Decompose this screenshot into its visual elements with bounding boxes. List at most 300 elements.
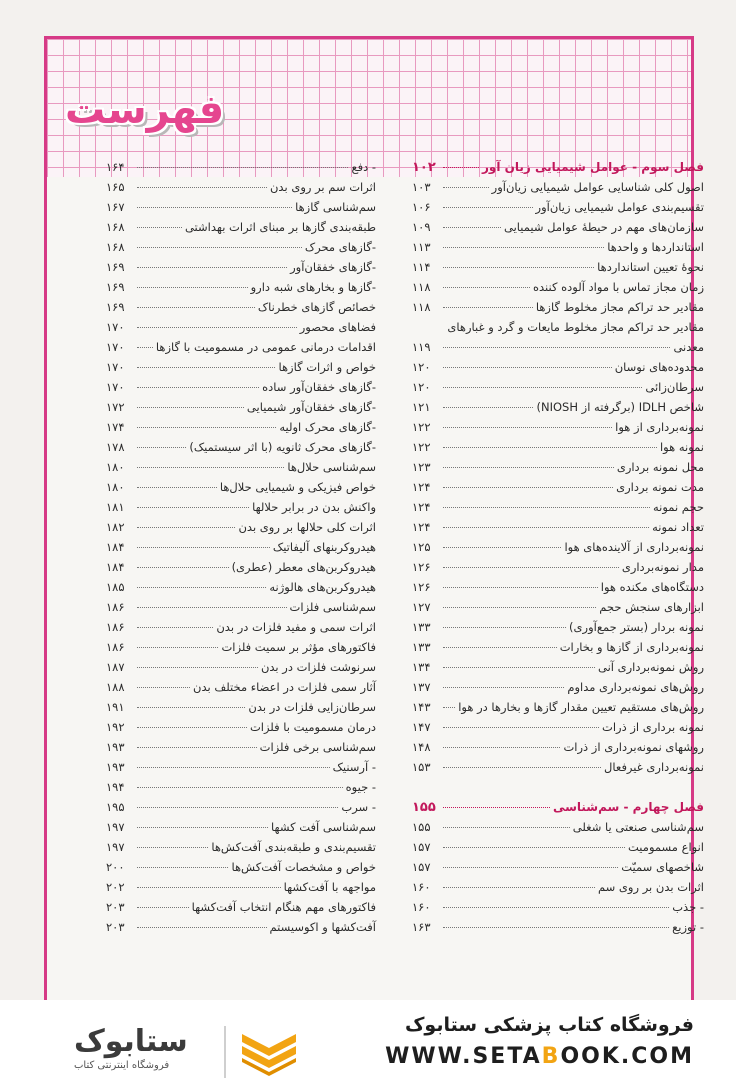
toc-entry[interactable] xyxy=(412,640,704,660)
dot-leader xyxy=(443,367,612,368)
dot-leader xyxy=(137,487,217,488)
toc-entry[interactable] xyxy=(412,440,704,460)
toc-page-number: ۱۷۰ xyxy=(106,320,125,334)
dot-leader xyxy=(443,387,642,388)
toc-page-number: ۱۳۳ xyxy=(412,620,431,634)
dot-leader xyxy=(443,167,479,168)
dot-leader xyxy=(443,627,566,628)
toc-page-number: ۱۰۶ xyxy=(412,200,431,214)
toc-page-number: ۱۲۳ xyxy=(412,460,431,474)
url-suffix: OOK.COM xyxy=(560,1044,694,1069)
toc-entry-title: فصل چهارم - سم‌شناسی xyxy=(552,800,704,814)
toc-entry-title: - جذب xyxy=(672,900,704,914)
toc-entry-title: سرنوشت فلزات در بدن xyxy=(260,660,376,674)
toc-entry[interactable] xyxy=(106,700,376,720)
toc-page-number: ۱۳۳ xyxy=(412,640,431,654)
toc-entry-title: نمونه‌برداری غیرفعال xyxy=(604,760,704,774)
toc-entry[interactable] xyxy=(412,820,704,840)
dot-leader xyxy=(137,727,247,728)
dot-leader xyxy=(137,347,153,348)
dot-leader xyxy=(443,727,599,728)
dot-leader xyxy=(137,687,190,688)
toc-page-number: ۱۶۰ xyxy=(412,880,431,894)
toc-entry[interactable] xyxy=(106,380,376,400)
toc-entry[interactable] xyxy=(106,280,376,300)
dot-leader xyxy=(137,267,287,268)
dot-leader xyxy=(137,647,218,648)
toc-page-number: ۱۹۲ xyxy=(106,720,125,734)
toc-entry-title: -گازهای خفقان‌آور ساده xyxy=(262,380,376,394)
dot-leader xyxy=(443,407,533,408)
toc-entry[interactable] xyxy=(106,840,376,860)
dot-leader xyxy=(443,467,614,468)
toc-entry[interactable] xyxy=(106,560,376,580)
toc-entry[interactable] xyxy=(412,320,704,340)
dot-leader xyxy=(137,847,208,848)
dot-leader xyxy=(443,707,455,708)
toc-page-number: ۱۶۷ xyxy=(106,200,125,214)
store-url[interactable] xyxy=(385,1044,694,1069)
logo-text: ستابوک xyxy=(74,1024,188,1059)
toc-entry[interactable] xyxy=(106,420,376,440)
toc-column-left xyxy=(106,160,376,940)
toc-page-number: ۱۶۹ xyxy=(106,280,125,294)
toc-page-number: ۱۴۷ xyxy=(412,720,431,734)
dot-leader xyxy=(443,647,557,648)
toc-entry-title: آفت‌کشها و اکوسیستم xyxy=(269,920,376,934)
toc-page-number: ۱۸۰ xyxy=(106,460,125,474)
toc-page-number: ۲۰۳ xyxy=(106,900,125,914)
toc-entry-title: نمونه برداری از ذرات xyxy=(602,720,704,734)
page-title: فهرست xyxy=(65,87,225,133)
toc-page-number: ۱۲۴ xyxy=(412,520,431,534)
toc-entry[interactable] xyxy=(106,320,376,340)
dot-leader xyxy=(137,887,281,888)
dot-leader xyxy=(443,927,669,928)
toc-entry-title: سرطان‌زائی xyxy=(645,380,704,394)
toc-page-number: ۱۹۷ xyxy=(106,820,125,834)
toc-entry-title: خصائص گازهای خطرناک xyxy=(257,300,376,314)
toc-entry[interactable] xyxy=(412,900,704,920)
toc-page-number: ۱۵۳ xyxy=(412,760,431,774)
dot-leader xyxy=(443,227,501,228)
dot-leader xyxy=(137,547,270,548)
dot-leader xyxy=(443,267,594,268)
toc-page-number: ۱۷۸ xyxy=(106,440,125,454)
toc-entry[interactable] xyxy=(412,280,704,300)
toc-entry[interactable] xyxy=(412,560,704,580)
toc-entry-title: هیدروکربنهای آلیفاتیک xyxy=(272,540,376,554)
toc-entry[interactable] xyxy=(412,400,704,420)
toc-entry[interactable] xyxy=(412,460,704,480)
toc-entry[interactable] xyxy=(106,640,376,660)
dot-leader xyxy=(137,807,338,808)
store-logo[interactable] xyxy=(34,1014,284,1071)
toc-entry-title: شاخص IDLH (برگرفته از NIOSH) xyxy=(536,400,704,414)
toc-entry[interactable] xyxy=(106,240,376,260)
toc-entry-title: روش‌های نمونه‌برداری مداوم xyxy=(567,680,704,694)
toc-page-number: ۲۰۳ xyxy=(106,920,125,934)
toc-page-number: ۱۲۰ xyxy=(412,360,431,374)
toc-entry-title: سم‌شناسی فلزات xyxy=(289,600,376,614)
dot-leader xyxy=(137,447,186,448)
toc-entry[interactable] xyxy=(412,300,704,320)
dot-leader xyxy=(137,247,302,248)
toc-entry-title: نحوهٔ تعیین استانداردها xyxy=(597,260,704,274)
toc-entry-title: نمونه‌برداری از گازها و بخارات xyxy=(559,640,704,654)
toc-entry-title: اقدامات درمانی عمومی در مسمومیت با گازها xyxy=(155,340,376,354)
toc-entry-title: - دفع xyxy=(351,160,376,174)
dot-leader xyxy=(137,627,213,628)
url-highlight: B xyxy=(541,1044,561,1069)
toc-entry[interactable] xyxy=(106,680,376,700)
dot-leader xyxy=(137,827,268,828)
toc-page-number: ۱۲۲ xyxy=(412,420,431,434)
toc-entry[interactable] xyxy=(106,800,376,820)
toc-entry[interactable] xyxy=(412,520,704,540)
toc-entry[interactable] xyxy=(106,540,376,560)
dot-leader xyxy=(443,187,489,188)
store-name: فروشگاه کتاب پزشکی ستابوک xyxy=(404,1014,694,1036)
toc-entry-title: اثرات بدن بر روی سم xyxy=(597,880,704,894)
dot-leader xyxy=(443,667,595,668)
toc-entry[interactable] xyxy=(106,180,376,200)
toc-entry[interactable] xyxy=(412,220,704,240)
toc-entry-title: -گازها و بخارهای شبه دارو xyxy=(250,280,376,294)
toc-entry[interactable] xyxy=(412,760,704,780)
toc-page-number: ۱۴۸ xyxy=(412,740,431,754)
dot-leader xyxy=(443,607,596,608)
dot-leader xyxy=(443,807,550,808)
toc-entry-title: سم‌شناسی حلال‌ها xyxy=(287,460,376,474)
toc-page-number: ۱۵۷ xyxy=(412,860,431,874)
toc-entry-title: آثار سمی فلزات در اعضاء مختلف بدن xyxy=(193,680,376,694)
dot-leader xyxy=(443,547,561,548)
toc-page-number: ۱۳۴ xyxy=(412,660,431,674)
toc-entry[interactable] xyxy=(412,420,704,440)
dot-leader xyxy=(137,607,287,608)
toc-page-number: ۱۸۶ xyxy=(106,640,125,654)
dot-leader xyxy=(137,467,284,468)
toc-page-number: ۱۳۷ xyxy=(412,680,431,694)
toc-page-number: ۱۷۴ xyxy=(106,420,125,434)
toc-entry[interactable] xyxy=(412,340,704,360)
toc-page-number: ۱۸۱ xyxy=(106,500,125,514)
toc-entry-title: سم‌شناسی گازها xyxy=(295,200,376,214)
toc-entry-title: - سرب xyxy=(341,800,376,814)
toc-entry[interactable] xyxy=(106,520,376,540)
toc-entry-title: خواص فیزیکی و شیمیایی حلال‌ها xyxy=(219,480,376,494)
toc-entry-title: سرطان‌زایی فلزات در بدن xyxy=(248,700,376,714)
toc-page-number: ۲۰۰ xyxy=(106,860,125,874)
dot-leader xyxy=(137,387,259,388)
dot-leader xyxy=(137,427,276,428)
toc-entry-title: محدوده‌های نوسان xyxy=(614,360,704,374)
toc-entry-title: اثرات سم بر روی بدن xyxy=(269,180,376,194)
dot-leader xyxy=(443,487,613,488)
toc-entry[interactable] xyxy=(106,580,376,600)
toc-page-number: ۱۹۳ xyxy=(106,740,125,754)
toc-entry-title: هیدروکربن‌های هالوژنه xyxy=(269,580,376,594)
toc-page-number: ۱۶۸ xyxy=(106,240,125,254)
toc-entry-title: فصل سوم - عوامل شیمیایی زیان آور xyxy=(482,160,704,174)
dot-leader xyxy=(443,347,670,348)
toc-entry-title: فاکتورهای مهم هنگام انتخاب آفت‌کشها xyxy=(191,900,376,914)
dot-leader xyxy=(443,567,619,568)
toc-entry[interactable] xyxy=(106,460,376,480)
toc-page-number: ۱۶۰ xyxy=(412,900,431,914)
dot-leader xyxy=(137,667,258,668)
toc-page-number: ۱۸۶ xyxy=(106,620,125,634)
dot-leader xyxy=(443,447,657,448)
toc-page-number: ۱۲۴ xyxy=(412,480,431,494)
toc-page-number: ۱۶۹ xyxy=(106,300,125,314)
toc-entry[interactable] xyxy=(412,380,704,400)
toc-entry[interactable] xyxy=(106,620,376,640)
toc-page-number: ۱۷۰ xyxy=(106,360,125,374)
chapter-heading[interactable] xyxy=(412,800,704,820)
toc-entry[interactable] xyxy=(106,740,376,760)
dot-leader xyxy=(443,747,560,748)
dot-leader xyxy=(137,907,189,908)
toc-entry[interactable] xyxy=(106,220,376,240)
toc-entry-title: مقادیر حد تراکم مجاز مخلوط مایعات و گرد و غبارهای xyxy=(447,320,704,334)
dot-leader xyxy=(137,287,248,288)
dot-leader xyxy=(137,707,245,708)
toc-entry-title: سازمان‌های مهم در حیطهٔ عوامل شیمیایی xyxy=(504,220,704,234)
toc-entry-title: - آرسنیک xyxy=(332,760,376,774)
dot-leader xyxy=(443,847,625,848)
dot-leader xyxy=(137,367,275,368)
toc-entry-title: نمونه هوا xyxy=(659,440,704,454)
toc-entry-title: محل نمونه برداری xyxy=(616,460,704,474)
toc-entry-title: فضاهای محصور xyxy=(299,320,376,334)
toc-page-number: ۱۲۰ xyxy=(412,380,431,394)
toc-entry[interactable] xyxy=(412,480,704,500)
toc-entry-title: زمان مجاز تماس با مواد آلوده کننده xyxy=(532,280,704,294)
toc-page-number: ۱۱۳ xyxy=(412,240,431,254)
toc-entry[interactable] xyxy=(106,920,376,940)
dot-leader xyxy=(137,787,343,788)
toc-page-number: ۱۲۵ xyxy=(412,540,431,554)
toc-entry[interactable] xyxy=(412,580,704,600)
chapter-heading[interactable] xyxy=(412,160,704,180)
toc-entry[interactable] xyxy=(106,480,376,500)
toc-entry-title: خواص و اثرات گازها xyxy=(278,360,376,374)
toc-page-number: ۱۹۷ xyxy=(106,840,125,854)
toc-entry-title: سم‌شناسی برخی فلزات xyxy=(259,740,376,754)
toc-entry-title: تقسیم‌بندی و طبقه‌بندی آفت‌کش‌ها xyxy=(211,840,376,854)
toc-entry[interactable] xyxy=(412,860,704,880)
toc-entry[interactable] xyxy=(106,660,376,680)
dot-leader xyxy=(137,407,244,408)
toc-entry-title: روش‌های مستقیم تعیین مقدار گازها و بخارها در هوا xyxy=(458,700,704,714)
toc-entry[interactable] xyxy=(412,540,704,560)
toc-page-number: ۱۷۰ xyxy=(106,340,125,354)
toc-page-number: ۱۷۰ xyxy=(106,380,125,394)
toc-page-number: ۱۲۲ xyxy=(412,440,431,454)
toc-entry-title: مدت نمونه برداری xyxy=(616,480,704,494)
toc-page-number: ۱۵۷ xyxy=(412,840,431,854)
toc-page-number: ۱۸۷ xyxy=(106,660,125,674)
book-stack-icon xyxy=(238,1028,300,1076)
toc-entry-title: سم‌شناسی صنعتی یا شغلی xyxy=(572,820,704,834)
toc-page-number: ۱۱۴ xyxy=(412,260,431,274)
toc-entry[interactable] xyxy=(106,780,376,800)
toc-entry-title: خواص و مشخصات آفت‌کش‌ها xyxy=(231,860,376,874)
toc-entry-title: -گازهای خفقان‌آور شیمیایی xyxy=(246,400,376,414)
dot-leader xyxy=(137,867,228,868)
toc-entry-title: مدار نمونه‌برداری xyxy=(621,560,704,574)
dot-leader xyxy=(137,227,182,228)
toc-page-number: ۱۸۰ xyxy=(106,480,125,494)
toc-entry-title: تقسیم‌بندی عوامل شیمیایی زیان‌آور xyxy=(535,200,704,214)
dot-leader xyxy=(443,827,570,828)
dot-leader xyxy=(137,747,257,748)
dot-leader xyxy=(137,307,255,308)
toc-entry[interactable] xyxy=(412,680,704,700)
toc-entry[interactable] xyxy=(412,720,704,740)
dot-leader xyxy=(137,527,235,528)
toc-entry[interactable] xyxy=(412,600,704,620)
toc-entry-title: - جیوه xyxy=(345,780,376,794)
toc-entry[interactable] xyxy=(412,500,704,520)
toc-entry[interactable] xyxy=(106,900,376,920)
toc-entry-title: اصول کلی شناسایی عوامل شیمیایی زیان‌آور xyxy=(491,180,704,194)
toc-entry[interactable] xyxy=(106,400,376,420)
toc-page-number: ۱۸۴ xyxy=(106,560,125,574)
dot-leader xyxy=(443,887,595,888)
toc-entry-title: شاخصهای سمیّت xyxy=(621,860,704,874)
toc-entry-title: نمونه‌برداری از هوا xyxy=(615,420,704,434)
toc-entry[interactable] xyxy=(106,500,376,520)
toc-entry[interactable] xyxy=(106,820,376,840)
toc-entry[interactable] xyxy=(106,160,376,180)
toc-entry[interactable] xyxy=(106,880,376,900)
toc-page-number: ۱۴۳ xyxy=(412,700,431,714)
toc-entry[interactable] xyxy=(106,760,376,780)
toc-page-number: ۱۲۱ xyxy=(412,400,431,414)
toc-entry[interactable] xyxy=(412,880,704,900)
dot-leader xyxy=(443,907,669,908)
dot-leader xyxy=(443,307,533,308)
toc-entry-title: فاکتورهای مؤثر بر سمیت فلزات xyxy=(221,640,376,654)
toc-page-number: ۱۶۸ xyxy=(106,220,125,234)
toc-page-number: ۱۰۲ xyxy=(412,160,436,175)
dot-leader xyxy=(137,167,348,168)
dot-leader xyxy=(443,767,601,768)
toc-page-number: ۱۲۴ xyxy=(412,500,431,514)
toc-entry[interactable] xyxy=(106,260,376,280)
toc-entry[interactable] xyxy=(412,700,704,720)
toc-entry-title: استانداردها و واحدها xyxy=(607,240,704,254)
toc-entry[interactable] xyxy=(412,360,704,380)
toc-entry[interactable] xyxy=(106,440,376,460)
logo-divider xyxy=(224,1026,226,1078)
toc-page-number: ۱۱۸ xyxy=(412,280,431,294)
toc-entry-title: -گازهای خفقان‌آور xyxy=(290,260,376,274)
toc-entry-title: اثرات کلی حلالها بر روی بدن xyxy=(238,520,376,534)
toc-page-number: ۲۰۲ xyxy=(106,880,125,894)
toc-entry[interactable] xyxy=(412,620,704,640)
toc-entry-title: روش نمونه‌برداری آنی xyxy=(597,660,704,674)
dot-leader xyxy=(137,207,292,208)
toc-entry-title: درمان مسمومیت با فلزات xyxy=(249,720,376,734)
dot-leader xyxy=(137,927,267,928)
toc-page-number: ۱۸۸ xyxy=(106,680,125,694)
toc-page-number: ۱۵۵ xyxy=(412,820,431,834)
dot-leader xyxy=(137,767,330,768)
toc-entry-title: واکنش بدن در برابر حلالها xyxy=(252,500,376,514)
toc-entry[interactable] xyxy=(106,340,376,360)
dot-leader xyxy=(137,567,229,568)
dot-leader xyxy=(137,507,249,508)
toc-page-number: ۱۸۴ xyxy=(106,540,125,554)
toc-entry-title: -گازهای محرک ثانویه (با اثر سیستمیک) xyxy=(189,440,376,454)
toc-page-number: ۱۰۳ xyxy=(412,180,431,194)
toc-page-number: ۱۸۶ xyxy=(106,600,125,614)
toc-entry-title: سم‌شناسی آفت کشها xyxy=(271,820,376,834)
toc-entry-title: طبقه‌بندی گازها بر مبنای اثرات بهداشتی xyxy=(184,220,376,234)
toc-entry-title: - توزیع xyxy=(672,920,704,934)
toc-entry[interactable] xyxy=(106,300,376,320)
toc-entry[interactable] xyxy=(412,240,704,260)
toc-entry[interactable] xyxy=(106,200,376,220)
toc-page-number: ۱۹۵ xyxy=(106,800,125,814)
toc-entry[interactable] xyxy=(412,260,704,280)
toc-entry-title: هیدروکربن‌های معطر (عطری) xyxy=(231,560,376,574)
toc-entry[interactable] xyxy=(412,660,704,680)
dot-leader xyxy=(443,507,650,508)
toc-entry[interactable] xyxy=(412,200,704,220)
toc-page-number: ۱۶۴ xyxy=(106,160,125,174)
toc-entry-title: معدنی xyxy=(673,340,704,354)
toc-page-number: ۱۹۱ xyxy=(106,700,125,714)
toc-entry-title: مقادیر حد تراکم مجاز مخلوط گازها xyxy=(535,300,704,314)
toc-page-number: ۱۱۹ xyxy=(412,340,431,354)
dot-leader xyxy=(443,247,604,248)
toc-entry[interactable] xyxy=(412,920,704,940)
toc-entry-title: ابزارهای سنجش حجم xyxy=(599,600,704,614)
toc-entry-title: روشهای نمونه‌برداری از ذرات xyxy=(563,740,704,754)
toc-entry-title: دستگاه‌های مکنده هوا xyxy=(600,580,704,594)
dot-leader xyxy=(443,587,598,588)
toc-page-number: ۱۷۲ xyxy=(106,400,125,414)
toc-page-number: ۱۸۵ xyxy=(106,580,125,594)
toc-entry[interactable] xyxy=(412,740,704,760)
toc-entry[interactable] xyxy=(412,180,704,200)
toc-entry-title: -گازهای محرک اولیه xyxy=(279,420,376,434)
toc-page-number: ۱۶۵ xyxy=(106,180,125,194)
toc-entry[interactable] xyxy=(106,720,376,740)
toc-entry-title: -گازهای محرک xyxy=(304,240,376,254)
toc-entry-title: اثرات سمی و مفید فلزات در بدن xyxy=(216,620,376,634)
toc-entry-title: نمونه بردار (بستر جمع‌آوری) xyxy=(569,620,704,634)
dot-leader xyxy=(443,687,564,688)
toc-page-number: ۱۲۶ xyxy=(412,580,431,594)
toc-page-number: ۱۶۹ xyxy=(106,260,125,274)
toc-entry[interactable] xyxy=(106,600,376,620)
store-banner xyxy=(0,1000,736,1080)
toc-entry[interactable] xyxy=(106,860,376,880)
toc-entry-title: حجم نمونه xyxy=(653,500,704,514)
toc-entry[interactable] xyxy=(106,360,376,380)
dot-leader xyxy=(137,187,267,188)
dot-leader xyxy=(443,287,530,288)
dot-leader xyxy=(137,587,266,588)
dot-leader xyxy=(137,327,297,328)
toc-entry[interactable] xyxy=(412,840,704,860)
